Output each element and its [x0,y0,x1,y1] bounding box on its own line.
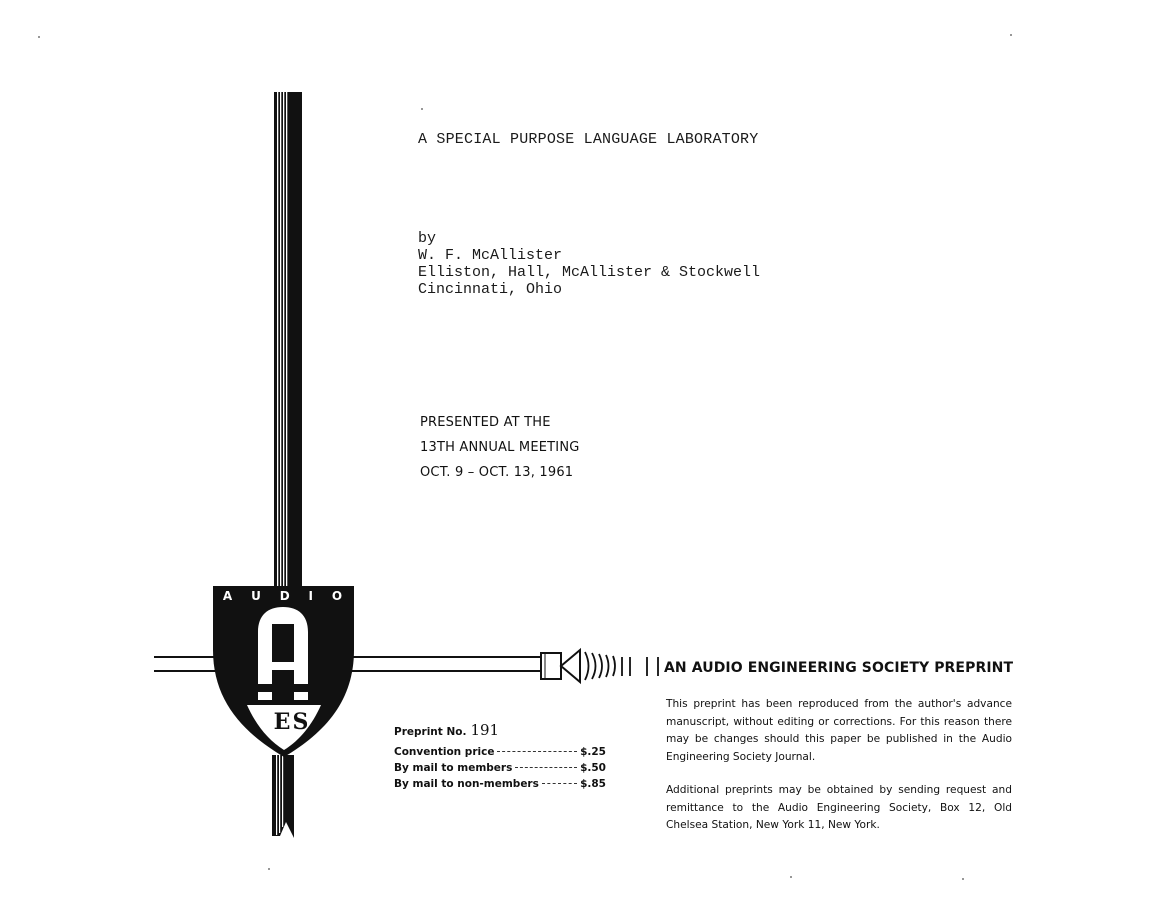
author-block [418,230,760,298]
price-value: $.85 [580,778,606,790]
date-line: OCT. 9 – OCT. 13, 1961 [420,465,574,480]
preprint-heading: AN AUDIO ENGINEERING SOCIETY PREPRINT [664,660,1014,676]
scan-speck [790,876,792,878]
vertical-bar [274,92,302,587]
bar-tail [272,755,294,838]
shield-es-text: ES [273,709,311,735]
by-label: by [418,230,437,247]
scan-speck [962,878,964,880]
price-row [394,776,606,792]
price-value: $.50 [580,762,606,774]
preprint-number-value: 191 [470,721,500,739]
scan-speck [38,36,40,38]
price-label: Convention price [394,746,495,758]
notice-paragraph: This preprint has been reproduced from the author's advance manuscript, without editing or corrections. For this reason there may be changes should this paper be published in the Audio Engineering Society Journal. [666,698,1012,763]
price-row [394,744,606,760]
sound-waves [585,652,658,680]
price-label: By mail to non-members [394,778,539,790]
price-leader [515,767,577,768]
preprint-number-label: Preprint No. [394,726,467,738]
author-location: Cincinnati, Ohio [418,281,563,298]
price-leader [497,751,577,752]
price-row [394,760,606,776]
pricing-block [394,722,606,792]
shield-audio-letters [214,589,352,603]
speaker-connector [541,650,580,682]
price-leader [542,783,577,784]
notice-paragraph: Additional preprints may be obtained by sending request and remittance to the Audio Engineering Society, Box 12, Old Chelsea Station, New York 11, New York. [666,784,1012,831]
meeting-line: 13TH ANNUAL MEETING [420,440,580,455]
shield-letter: I [308,589,314,603]
shield-letter: D [279,589,291,603]
scan-speck [421,108,423,110]
presented-block [420,410,580,485]
paper-title: A SPECIAL PURPOSE LANGUAGE LABORATORY [418,131,759,148]
shield-letter: U [251,589,262,603]
price-value: $.25 [580,746,606,758]
scan-speck [1010,34,1012,36]
shield-letter: A [222,589,234,603]
author-name: W. F. McAllister [418,247,563,264]
presented-line: PRESENTED AT THE [420,415,551,430]
scan-speck [268,868,270,870]
shield-letter: O [331,589,344,603]
preprint-notice [666,696,1012,851]
price-label: By mail to members [394,762,513,774]
preprint-number [394,722,606,740]
author-company: Elliston, Hall, McAllister & Stockwell [418,264,761,281]
